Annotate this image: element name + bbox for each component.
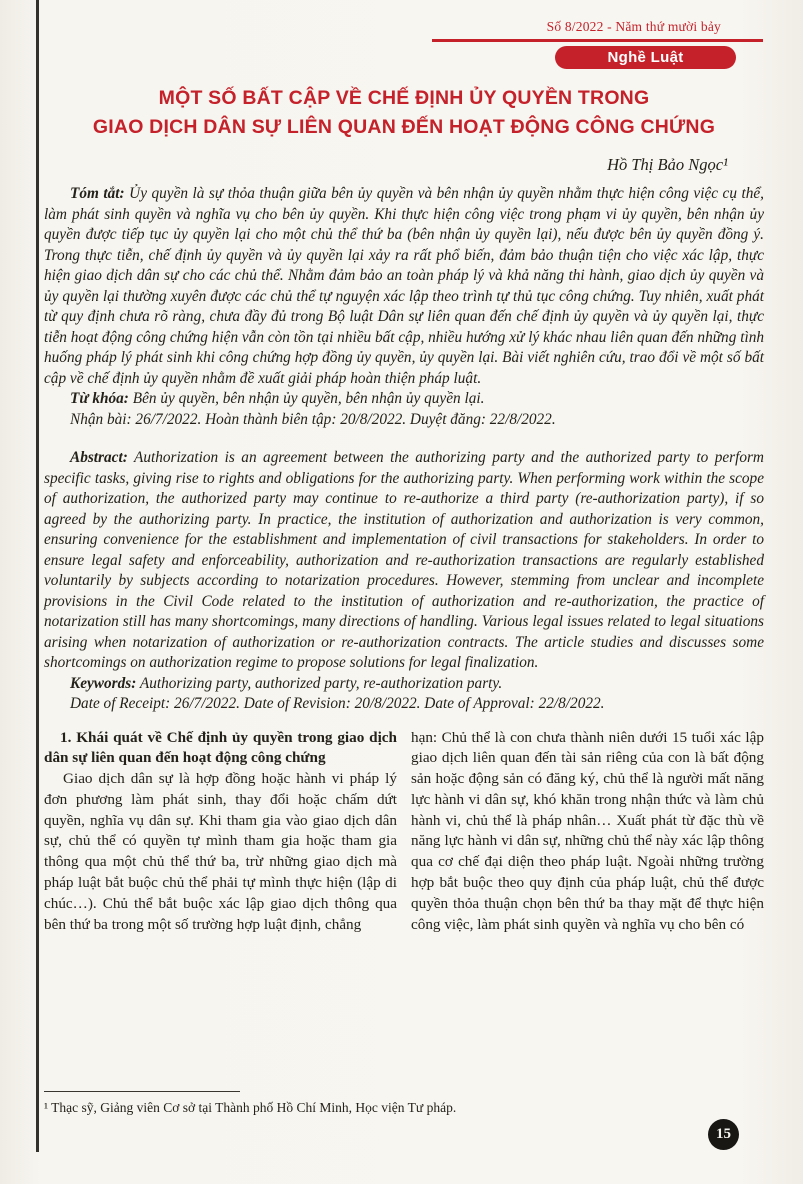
right-column	[411, 728, 764, 936]
abstract-vietnamese	[44, 184, 764, 389]
keywords-vietnamese-label: Từ khóa:	[70, 390, 129, 407]
left-column-paragraph: Giao dịch dân sự là hợp đồng hoặc hành vi pháp lý đơn phương làm phát sinh, thay đổi hoặc chấm dứt quyền, nghĩa vụ dân sự. Khi tham gia vào giao dịch dân sự, chủ thể có quyền tự mình tham gia hoặc tham gia thông qua một chủ thể thứ ba, trừ những giao dịch mà pháp luật bắt buộc chủ thể phải tự mình thực hiện (lập di chúc…). Chủ thể bắt buộc xác lập giao dịch thông qua bên thứ ba trong một số trường hợp luật định, chẳng	[44, 770, 397, 933]
page-number-badge: 15	[708, 1119, 739, 1150]
right-column-paragraph: hạn: Chủ thể là con chưa thành niên dưới 15 tuổi xác lập giao dịch liên quan đến tài sản riêng của con là bất động sản hoặc động sản có đăng ký, chủ thể là người mất năng lực hành vi dân sự, khó khăn trong nhận thức và làm chủ hành vi, chủ thể là pháp nhân… Xuất phát từ đặc thù về năng lực hành vi dân sự, những chủ thể này xác lập thông qua cơ chế đại diện theo pháp luật. Ngoài những trường hợp bắt buộc theo quy định của pháp luật, chủ thể được quyền thỏa thuận chọn bên thứ ba thay mặt để thực hiện công việc, làm phát sinh quyền và nghĩa vụ cho bên có	[411, 728, 764, 933]
article-content	[44, 84, 764, 935]
abstract-vietnamese-label: Tóm tắt:	[70, 185, 125, 202]
body-columns	[44, 728, 764, 936]
abstract-english	[44, 448, 764, 674]
issue-info: Số 8/2022 - Năm thứ mười bảy	[546, 19, 721, 34]
article-title-line2: GIAO DỊCH DÂN SỰ LIÊN QUAN ĐẾN HOẠT ĐỘNG CÔNG CHỨNG	[92, 116, 716, 138]
front-matter	[44, 184, 764, 715]
journal-badge: Nghề Luật	[555, 46, 736, 69]
keywords-vietnamese-text: Bên ủy quyền, bên nhận ủy quyền, bên nhận ủy quyền lại.	[132, 390, 485, 407]
keywords-english-label: Keywords:	[70, 674, 137, 692]
section-spacer	[44, 430, 764, 448]
footnote-text: ¹ Thạc sỹ, Giảng viên Cơ sở tại Thành phố Hồ Chí Minh, Học viện Tư pháp.	[44, 1100, 457, 1115]
keywords-english	[44, 674, 764, 695]
keywords-english-text: Authorizing party, authorized party, re-authorization party.	[139, 674, 503, 692]
article-title-line1: MỘT SỐ BẤT CẬP VỀ CHẾ ĐỊNH ỦY QUYỀN TRONG	[158, 87, 650, 109]
abstract-english-text: Authorization is an agreement between the authorizing party and the authorized party to perform specific tasks, giving rise to rights and obligations for the authorizing party. When performing work within the scope of authorization, the authorized party may continue to re-authorize a third party (re-authorization party), if so agreed by the authorizing party. In practice, the institution of authorization and authorization is very common, ensuring convenience for the establishment and implementation of civil transactions for stakeholders. In order to ensure legal safety and enforceability, authorization and re-authorization transactions are regularly established voluntarily by subjects according to notarization procedures. However, stemming from unclear and incomplete provisions in the Civil Code related to the institution of authorization and re-authorization, the practice of notarization still has many shortcomings, many directions of handling. Various legal issues related to legal situations arising when notarization of authorization or re-authorization contracts. The article studies and discusses some shortcomings on authorization regime to propose solutions for legal finalization.	[44, 449, 764, 671]
header-rule	[432, 39, 763, 42]
left-column	[44, 728, 397, 936]
author-name: Hồ Thị Bảo Ngọc¹	[607, 155, 728, 174]
abstract-english-label: Abstract:	[70, 449, 128, 466]
keywords-vietnamese	[44, 389, 764, 410]
footnote-rule	[44, 1091, 240, 1092]
dates-english: Date of Receipt: 26/7/2022. Date of Revision: 20/8/2022. Date of Approval: 22/8/2022.	[70, 695, 605, 712]
section-1-heading: 1. Khái quát về Chế định ủy quyền trong giao dịch dân sự liên quan đến hoạt động công chứng	[44, 728, 397, 767]
article-title	[44, 84, 764, 142]
scan-binding-line	[36, 0, 39, 1152]
dates-vietnamese: Nhận bài: 26/7/2022. Hoàn thành biên tập: 20/8/2022. Duyệt đăng: 22/8/2022.	[70, 410, 556, 428]
abstract-vietnamese-text: Ủy quyền là sự thỏa thuận giữa bên ủy quyền và bên nhận ủy quyền nhằm thực hiện công việc cụ thể, làm phát sinh quyền và nghĩa vụ cho bên ủy quyền. Khi thực hiện công việc trong phạm vi ủy quyền, bên nhận ủy quyền được tiếp tục ủy quyền lại cho một chủ thể thứ ba (bên nhận ủy quyền lại), nếu được bên ủy quyền đồng ý. Trong thực tiễn, chế định ủy quyền và ủy quyền lại xảy ra rất phổ biến, đảm bảo thuận tiện cho việc xác lập, thực hiện giao dịch dân sự cho các chủ thể. Nhằm đảm bảo an toàn pháp lý và khả năng thi hành, giao dịch ủy quyền và ủy quyền lại thường xuyên được các chủ thể tự nguyện xác lập theo trình tự thủ tục công chứng. Tuy nhiên, xuất phát từ quy định chưa rõ ràng, chưa đầy đủ trong Bộ luật Dân sự liên quan đến chế định ủy quyền và ủy quyền lại, thực tiễn hoạt động công chứng hiện vẫn còn tồn tại nhiều bất cập, nhiều hướng xử lý khác nhau liên quan đến những tình huống pháp lý phát sinh khi công chứng hợp đồng ủy quyền, ủy quyền lại. Bài viết nghiên cứu, trao đổi về một số bất cập về chế định ủy quyền nhằm đề xuất giải pháp hoàn thiện pháp luật.	[44, 185, 764, 387]
